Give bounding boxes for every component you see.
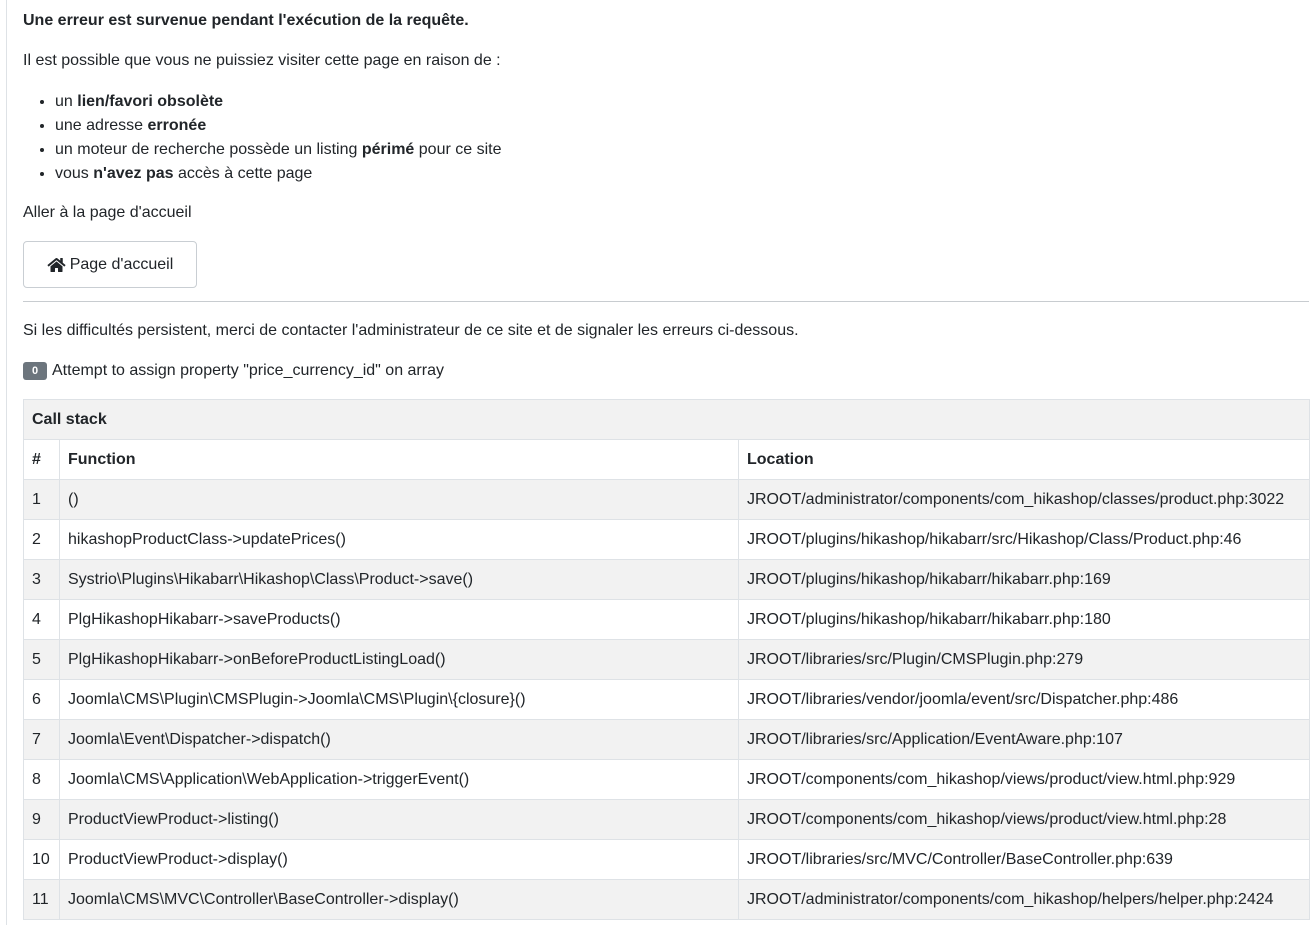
row-function: Joomla\CMS\MVC\Controller\BaseController->display() [60,880,739,920]
error-line [23,361,444,381]
row-function: () [60,480,739,520]
row-location: JROOT/administrator/components/com_hikashop/helpers/helper.php:2424 [739,880,1310,920]
row-number: 10 [24,840,60,880]
home-page-button-label: Page d'accueil [69,255,174,273]
row-number: 3 [24,560,60,600]
row-function: PlgHikashopHikabarr->saveProducts() [60,600,739,640]
row-location: JROOT/libraries/src/MVC/Controller/BaseController.php:639 [739,840,1310,880]
table-row [24,800,1310,840]
row-function: Joomla\CMS\Application\WebApplication->triggerEvent() [60,760,739,800]
row-number: 2 [24,520,60,560]
row-function: Joomla\Event\Dispatcher->dispatch() [60,720,739,760]
table-row [24,560,1310,600]
row-function: PlgHikashopHikabarr->onBeforeProductListingLoad() [60,640,739,680]
reason-item: • une adresse erronée [55,114,501,138]
row-number: 9 [24,800,60,840]
row-location: JROOT/components/com_hikashop/views/product/view.html.php:929 [739,760,1310,800]
call-stack-caption-row [24,400,1310,440]
table-row [24,640,1310,680]
persist-message: Si les difficultés persistent, merci de contacter l'administrateur de ce site et de signaler les erreurs ci-dessous. [23,322,799,339]
row-function: ProductViewProduct->listing() [60,800,739,840]
table-row [24,720,1310,760]
column-header-number: # [24,440,60,480]
row-number: 5 [24,640,60,680]
goto-home-text: Aller à la page d'accueil [23,204,192,221]
reason-item: • un lien/favori obsolète [55,90,501,114]
table-row [24,680,1310,720]
row-number: 8 [24,760,60,800]
page-left-border [6,0,7,925]
row-location: JROOT/plugins/hikashop/hikabarr/hikabarr.php:180 [739,600,1310,640]
error-heading: Une erreur est survenue pendant l'exécution de la requête. [23,12,469,29]
row-location: JROOT/libraries/src/Plugin/CMSPlugin.php:279 [739,640,1310,680]
call-stack-table [23,399,1310,920]
row-number: 7 [24,720,60,760]
row-location: JROOT/plugins/hikashop/hikabarr/hikabarr.php:169 [739,560,1310,600]
table-row [24,480,1310,520]
row-function: Systrio\Plugins\Hikabarr\Hikashop\Class\Product->save() [60,560,739,600]
column-header-function: Function [60,440,739,480]
reason-item: • un moteur de recherche possède un listing périmé pour ce site [55,138,501,162]
row-number: 6 [24,680,60,720]
row-number: 4 [24,600,60,640]
row-number: 1 [24,480,60,520]
row-number: 11 [24,880,60,920]
divider [23,301,1309,302]
row-location: JROOT/components/com_hikashop/views/product/view.html.php:28 [739,800,1310,840]
row-location: JROOT/libraries/vendor/joomla/event/src/Dispatcher.php:486 [739,680,1310,720]
row-location: JROOT/administrator/components/com_hikashop/classes/product.php:3022 [739,480,1310,520]
table-row [24,600,1310,640]
call-stack-header-row [24,440,1310,480]
table-row [24,520,1310,560]
home-page-button[interactable] [23,241,197,288]
reasons-list [23,90,501,186]
row-function: Joomla\CMS\Plugin\CMSPlugin->Joomla\CMS\Plugin\{closure}() [60,680,739,720]
error-intro: Il est possible que vous ne puissiez visiter cette page en raison de : [23,52,501,69]
row-function: hikashopProductClass->updatePrices() [60,520,739,560]
error-message: Attempt to assign property "price_currency_id" on array [52,362,444,379]
call-stack-title: Call stack [24,400,1310,440]
row-location: JROOT/plugins/hikashop/hikabarr/src/Hikashop/Class/Product.php:46 [739,520,1310,560]
table-row [24,880,1310,920]
row-location: JROOT/libraries/src/Application/EventAware.php:107 [739,720,1310,760]
table-row [24,840,1310,880]
error-code-badge: 0 [23,362,47,380]
row-function: ProductViewProduct->display() [60,840,739,880]
reason-item: • vous n'avez pas accès à cette page [55,162,501,186]
table-row [24,760,1310,800]
home-icon [47,257,66,273]
column-header-location: Location [739,440,1310,480]
